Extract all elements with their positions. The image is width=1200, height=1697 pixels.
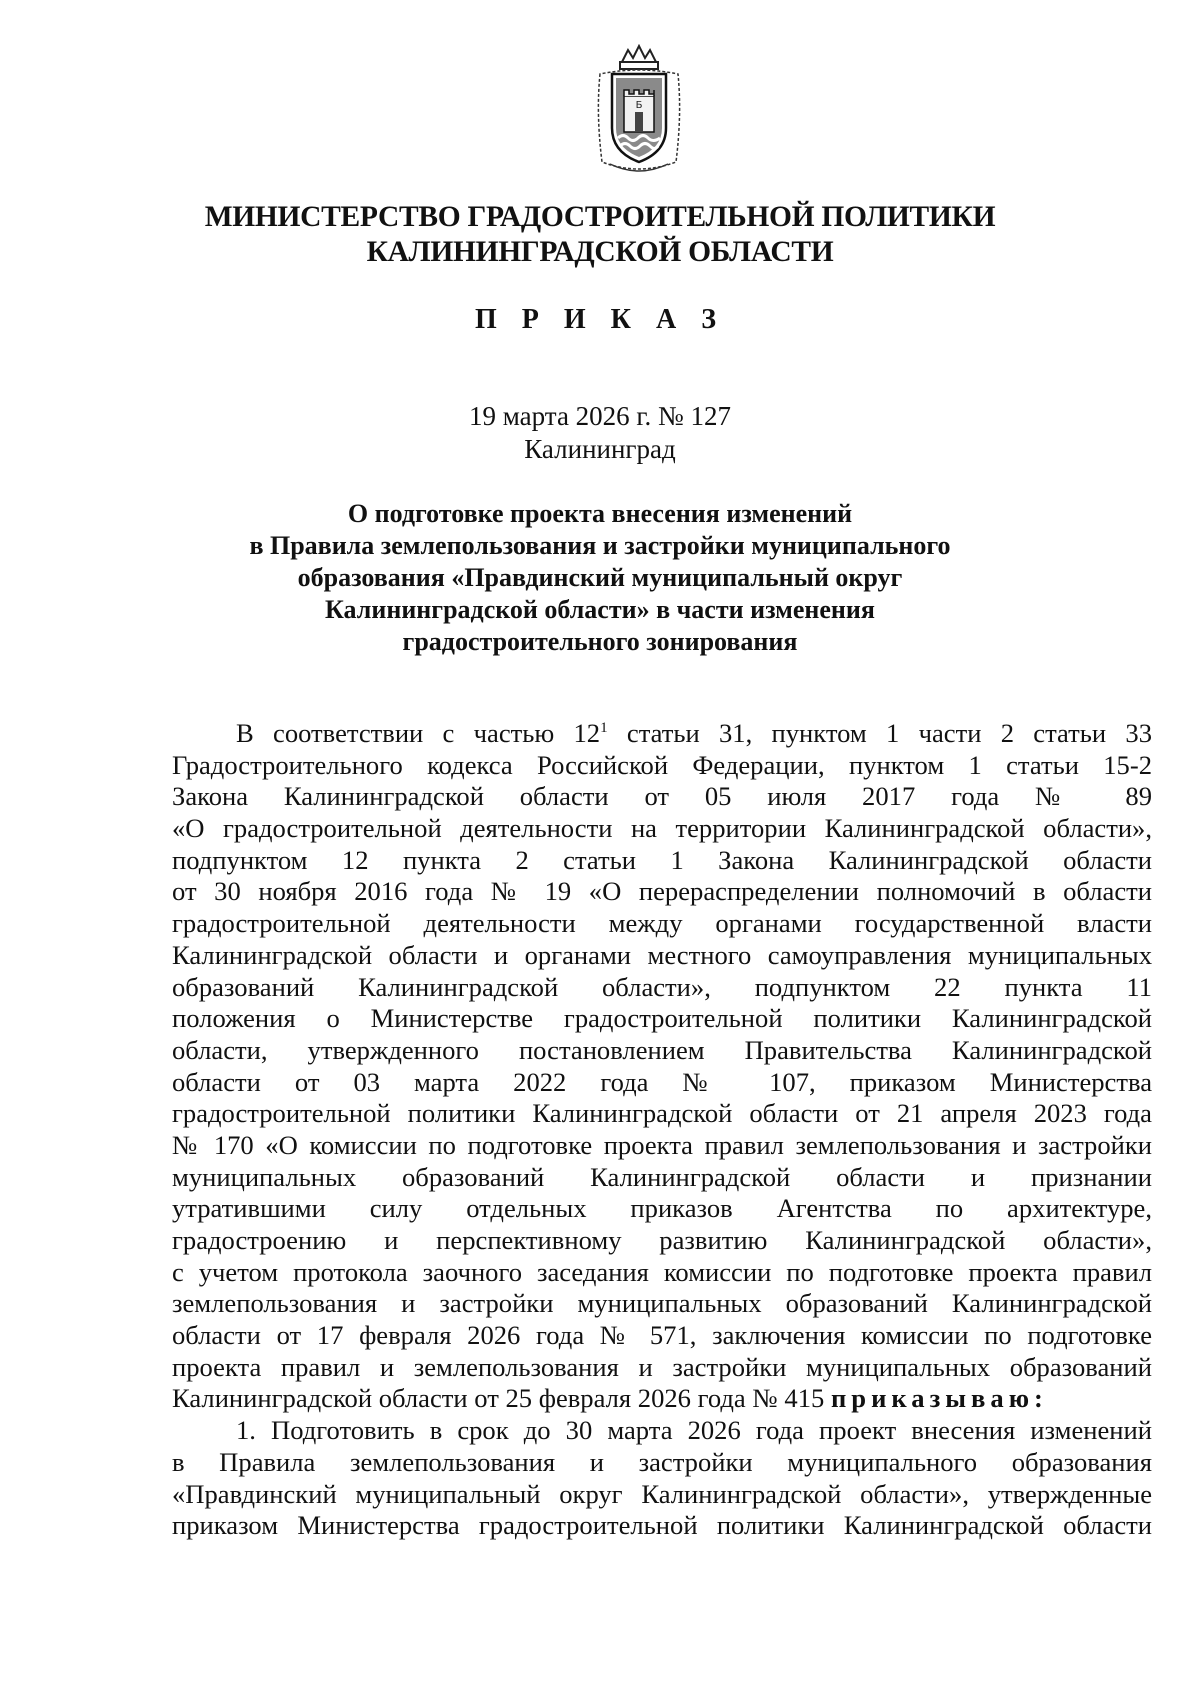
ministry-name-line2: КАЛИНИНГРАДСКОЙ ОБЛАСТИ <box>366 236 834 268</box>
body-line: № 170 «О комиссии по подготовке проекта правил землепользования и застройки <box>172 1129 1152 1160</box>
body-line: Закона Калининградской области от 05 июля 2017 года № 89 <box>172 781 1152 812</box>
item-1-line: приказом Министерства градостроительной политики Калининградской области <box>172 1510 1152 1541</box>
subject-line: О подготовке проекта внесения изменений <box>347 499 853 528</box>
body-line: области от 03 марта 2022 года № 107, приказом Министерства <box>172 1066 1152 1097</box>
document-type: П Р И К А З <box>475 304 725 335</box>
body-line: области, утвержденного постановлением Правительства Калининградской <box>172 1034 1152 1065</box>
body-line: с учетом протокола заочного заседания комиссии по подготовке проекта правил <box>172 1256 1152 1287</box>
body-line: области от 17 февраля 2026 года № 571, заключения комиссии по подготовке <box>172 1320 1152 1351</box>
subject-line: в Правила землепользования и застройки муниципального <box>249 531 951 560</box>
date-number: 19 марта 2026 г. № 127 <box>469 401 731 431</box>
subject-line: градостроительного зонирования <box>402 627 798 656</box>
item-1-line: «Правдинский муниципальный округ Калининградской области», утвержденные <box>172 1478 1152 1509</box>
subject-line: образования «Правдинский муниципальный округ <box>297 563 903 592</box>
body-line: градостроению и перспективному развитию Калининградской области», <box>172 1225 1152 1255</box>
document-subject <box>0 498 1200 658</box>
body-line: от 30 ноября 2016 года № 19 «О перераспределении полномочий в области <box>172 876 1152 907</box>
svg-text:Б: Б <box>635 100 643 111</box>
body-line: землепользования и застройки муниципальных образований Калининградской <box>172 1288 1152 1319</box>
body-line: «О градостроительной деятельности на территории Калининградской области», <box>172 813 1152 844</box>
order-verb: приказываю: <box>830 1383 1048 1414</box>
body-line: положения о Министерстве градостроительной политики Калининградской <box>172 1003 1152 1034</box>
body-text: Калининградской области от 25 февраля 2026 года № 415 <box>172 1383 831 1414</box>
document-body <box>172 718 1152 1542</box>
body-line: Калининградской области и органами местного самоуправления муниципальных <box>172 939 1152 970</box>
body-line: Градостроительного кодекса Российской Федерации, пунктом 1 статьи 15-2 <box>172 749 1152 780</box>
coat-of-arms-icon <box>592 44 686 178</box>
item-1-line: в Правила землепользования и застройки муниципального образования <box>172 1446 1152 1477</box>
item-1-line: 1. Подготовить в срок до 30 марта 2026 года проект внесения изменений <box>236 1415 1152 1446</box>
superscript: 1 <box>600 720 608 737</box>
body-line: образований Калининградской области», подпунктом 22 пункта 11 <box>172 971 1152 1002</box>
subject-line: Калининградской области» в части изменения <box>325 595 875 624</box>
body-line <box>172 1383 1152 1415</box>
body-text: статьи 31, пунктом 1 части 2 статьи 33 <box>607 718 1152 748</box>
ministry-name-line1: МИНИСТЕРСТВО ГРАДОСТРОИТЕЛЬНОЙ ПОЛИТИКИ <box>204 201 996 233</box>
body-line: градостроительной политики Калининградской области от 21 апреля 2023 года <box>172 1098 1152 1129</box>
body-line: муниципальных образований Калининградской области и признании <box>172 1161 1152 1192</box>
ministry-name <box>0 200 1200 270</box>
body-line: градостроительной деятельности между органами государственной власти <box>172 908 1152 939</box>
body-line: проекта правил и землепользования и застройки муниципальных образований <box>172 1351 1152 1382</box>
body-line: утратившими силу отдельных приказов Агентства по архитектуре, <box>172 1193 1152 1224</box>
body-line <box>172 718 1152 750</box>
body-text: В соответствии с частью 12 <box>236 718 601 748</box>
body-line: подпунктом 12 пункта 2 статьи 1 Закона Калининградской области <box>172 844 1152 875</box>
city: Калининград <box>524 434 676 464</box>
